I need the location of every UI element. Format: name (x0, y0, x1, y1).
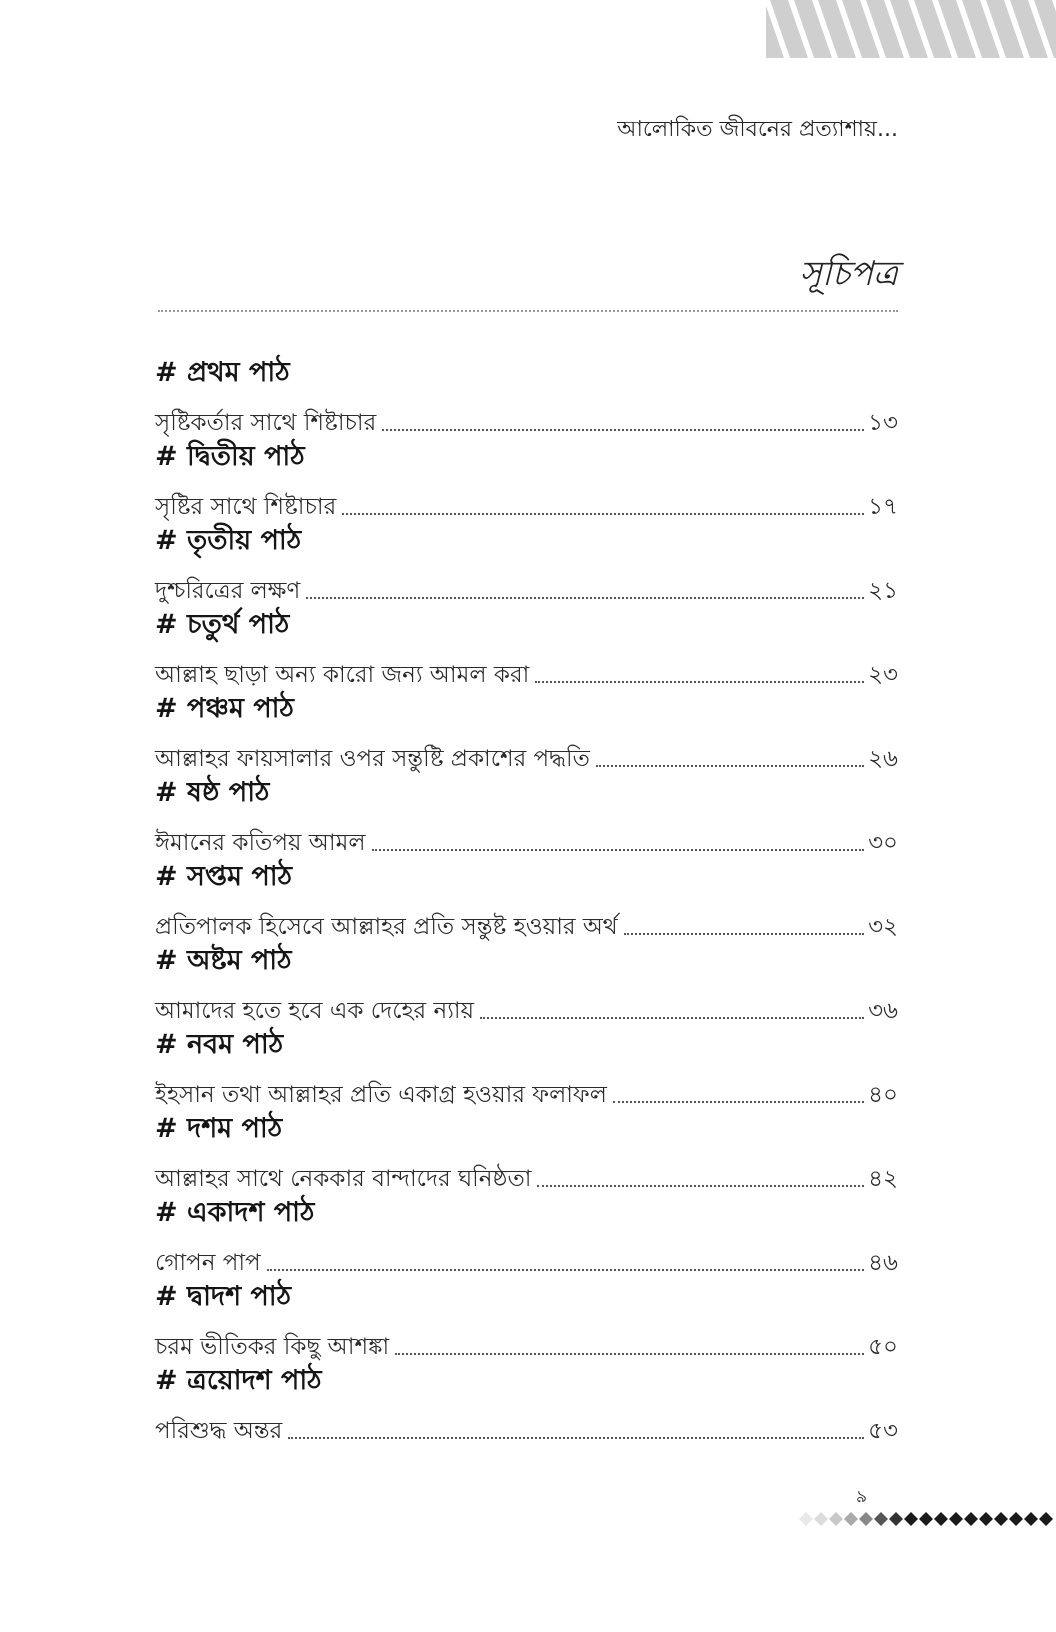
chapter-heading: # ষষ্ঠ পাঠ (155, 777, 270, 808)
toc-entry (155, 896, 898, 942)
entry-page-number: ১৭ (868, 494, 898, 520)
entry-page-number: ৪০ (868, 1082, 898, 1108)
entry-title: প্রতিপালক হিসেবে আল্লাহর প্রতি সন্তুষ্ট হওয়ার অর্থ (155, 914, 618, 940)
chapter-heading: # দ্বিতীয় পাঠ (155, 441, 305, 472)
chapter-heading: # তৃতীয় পাঠ (155, 525, 302, 556)
entry-page-number: ৩২ (868, 914, 898, 940)
toc-entry (155, 980, 898, 1026)
dot-leader (596, 765, 864, 767)
entry-title: চরম ভীতিকর কিছু আশঙ্কা (155, 1334, 390, 1360)
entry-title: আল্লাহর ফায়সালার ওপর সন্তুষ্টি প্রকাশের পদ্ধতি (155, 746, 590, 772)
toc-entry (155, 644, 898, 690)
toc-entry (155, 392, 898, 438)
toc-entry (155, 1064, 898, 1110)
toc-entry (155, 1316, 898, 1362)
entry-page-number: ২৬ (868, 746, 898, 772)
toc-title: সূচিপত্র (799, 254, 898, 294)
chapter-heading: # ত্রয়োদশ পাঠ (155, 1365, 322, 1396)
entry-title: পরিশুদ্ধ অন্তর (155, 1418, 283, 1444)
chapter-heading: # সপ্তম পাঠ (155, 861, 293, 892)
entry-page-number: ৫৩ (868, 1418, 898, 1444)
toc-entry (155, 1148, 898, 1194)
entry-title: ঈমানের কতিপয় আমল (155, 830, 366, 856)
entry-page-number: ১৩ (868, 410, 898, 436)
chapter-heading: # প্রথম পাঠ (155, 357, 290, 388)
toc-section (155, 858, 898, 942)
entry-title: আমাদের হতে হবে এক দেহের ন্যায় (155, 998, 475, 1024)
entry-title: ইহসান তথা আল্লাহর প্রতি একাগ্র হওয়ার ফলাফল (155, 1082, 607, 1108)
corner-stripes-decoration (766, 0, 1056, 58)
entry-title: আল্লাহর সাথে নেককার বান্দাদের ঘনিষ্ঠতা (155, 1166, 532, 1192)
toc-entry (155, 812, 898, 858)
toc-section (155, 1278, 898, 1362)
dot-leader (306, 597, 864, 599)
toc-section (155, 354, 898, 438)
toc-section (155, 690, 898, 774)
entry-page-number: ৫০ (868, 1334, 898, 1360)
entry-title: সৃষ্টিকর্তার সাথে শিষ্টাচার (155, 410, 377, 436)
chapter-heading: # অষ্টম পাঠ (155, 945, 292, 976)
toc-section (155, 774, 898, 858)
entry-page-number: ৩৬ (868, 998, 898, 1024)
dot-leader (535, 681, 864, 683)
toc-entry (155, 1400, 898, 1446)
dot-leader (480, 1017, 864, 1019)
title-divider (158, 310, 898, 312)
toc-section (155, 1026, 898, 1110)
toc-entry (155, 560, 898, 606)
dot-leader (613, 1101, 864, 1103)
dot-leader (537, 1185, 864, 1187)
chapter-heading: # পঞ্চম পাঠ (155, 693, 294, 724)
toc-section (155, 1194, 898, 1278)
running-header: আলোকিত জীবনের প্রত্যাশায়... (617, 117, 898, 142)
toc-section (155, 438, 898, 522)
toc-entry (155, 476, 898, 522)
dot-leader (288, 1437, 864, 1439)
entry-page-number: ৪২ (868, 1166, 898, 1192)
entry-title: গোপন পাপ (155, 1250, 261, 1276)
dot-leader (372, 849, 865, 851)
toc-section (155, 1362, 898, 1446)
entry-title: আল্লাহ ছাড়া অন্য কারো জন্য আমল করা (155, 662, 530, 688)
entry-title: সৃষ্টির সাথে শিষ্টাচার (155, 494, 337, 520)
entry-page-number: ২৩ (868, 662, 898, 688)
dot-leader (382, 429, 864, 431)
chapter-heading: # নবম পাঠ (155, 1029, 284, 1060)
dot-leader (267, 1269, 864, 1271)
toc-section (155, 606, 898, 690)
dot-leader (342, 513, 864, 515)
chapter-heading: # চতুর্থ পাঠ (155, 609, 290, 640)
entry-page-number: ৩০ (868, 830, 898, 856)
entry-page-number: ২১ (868, 578, 898, 604)
entry-page-number: ৪৬ (868, 1250, 898, 1276)
dot-leader (395, 1353, 864, 1355)
chapter-heading: # একাদশ পাঠ (155, 1197, 315, 1228)
toc-section (155, 942, 898, 1026)
toc-section (155, 522, 898, 606)
toc-entry (155, 728, 898, 774)
toc-section (155, 1110, 898, 1194)
entry-title: দুশ্চরিত্রের লক্ষণ (155, 578, 301, 604)
dot-leader (624, 933, 864, 935)
chapter-heading: # দশম পাঠ (155, 1113, 283, 1144)
diamond-border-decoration (792, 1508, 1056, 1530)
toc-entry (155, 1232, 898, 1278)
table-of-contents (155, 354, 898, 1446)
chapter-heading: # দ্বাদশ পাঠ (155, 1281, 292, 1312)
page-number: ৯ (856, 1487, 868, 1507)
